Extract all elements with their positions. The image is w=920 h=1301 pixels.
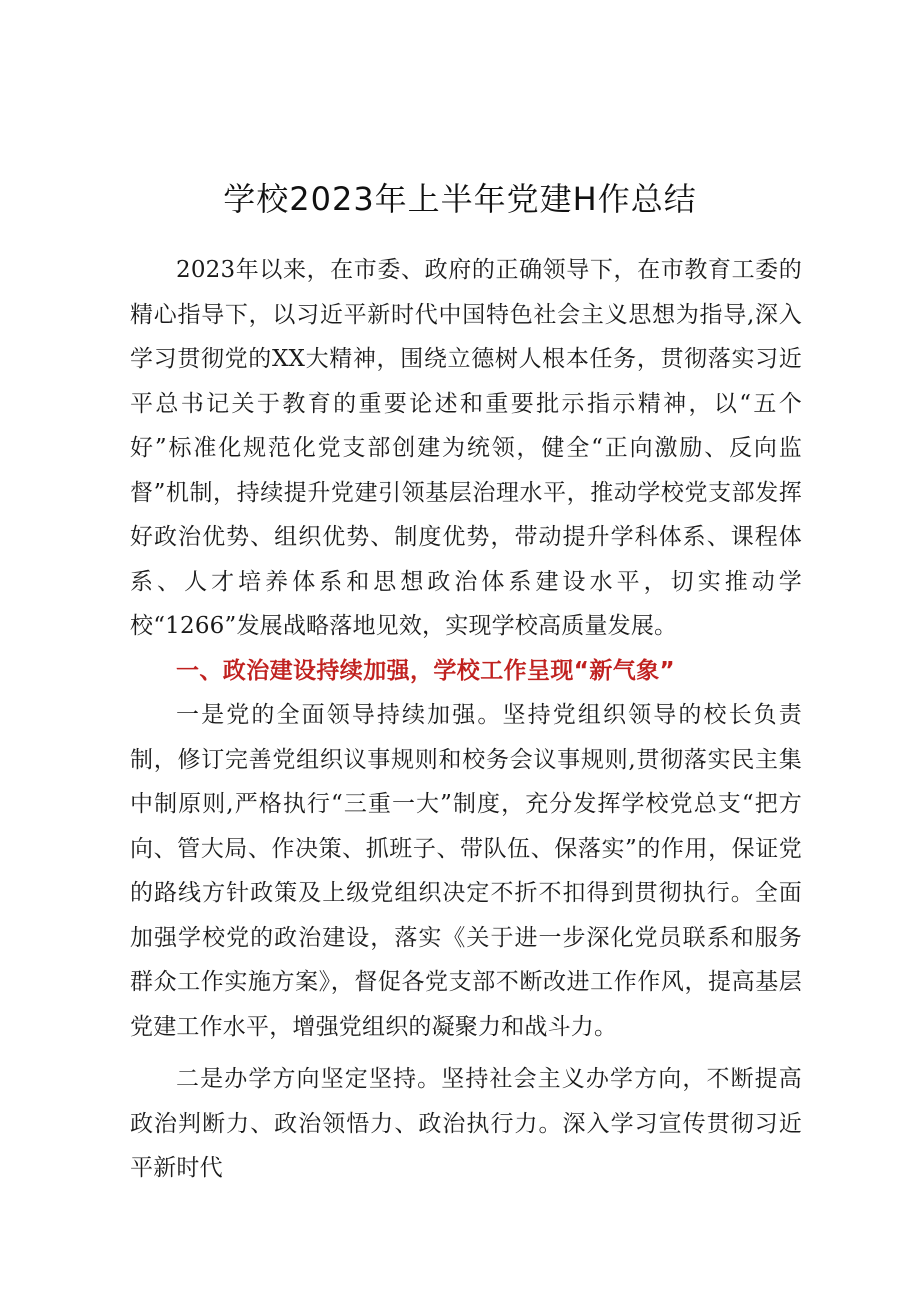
- section-1-heading: 一、政治建设持续加强，学校工作呈现“新气象”: [176, 657, 676, 684]
- intro-paragraph: 2023年以来，在市委、政府的正确领导下，在市教育工委的精心指导下，以习近平新时代中国特色社会主义思想为指导,深入学习贯彻党的XX大精神，围绕立德树人根本任务，贯彻落实习近平总书记关于教育的重要论述和重要批示指示精神，以“五个好”标准化规范化党支部创建为统领，健全“正向激励、反向监督”机制，持续提升党建引领基层治理水平，推动学校党支部发挥好政治优势、组织优势、制度优势，带动提升学科体系、课程体系、人才培养体系和思想政治体系建设水平，切实推动学校“1266”发展战略落地见效，实现学校高质量发展。: [130, 257, 802, 639]
- paragraph-spacer: [130, 1049, 802, 1057]
- document-body: [130, 248, 802, 1191]
- section-1-paragraph-1: 一是党的全面领导持续加强。坚持党组织领导的校长负责制，修订完善党组织议事规则和校务会议事规则,贯彻落实民主集中制原则,严格执行“三重一大”制度，充分发挥学校党总支“把方向、管大局、作决策、抓班子、带队伍、保落实”的作用，保证党的路线方针政策及上级党组织决定不折不扣得到贯彻执行。全面加强学校党的政治建设，落实《关于进一步深化党员联系和服务群众工作实施方案》，督促各党支部不断改进工作作风，提高基层党建工作水平，增强党组织的凝聚力和战斗力。: [130, 702, 802, 1040]
- document-title: 学校2023年上半年党建H作总结: [223, 180, 697, 218]
- section-1-paragraph-2: 二是办学方向坚定坚持。坚持社会主义办学方向，不断提高政治判断力、政治领悟力、政治执行力。深入学习宣传贯彻习近平新时代: [130, 1066, 802, 1181]
